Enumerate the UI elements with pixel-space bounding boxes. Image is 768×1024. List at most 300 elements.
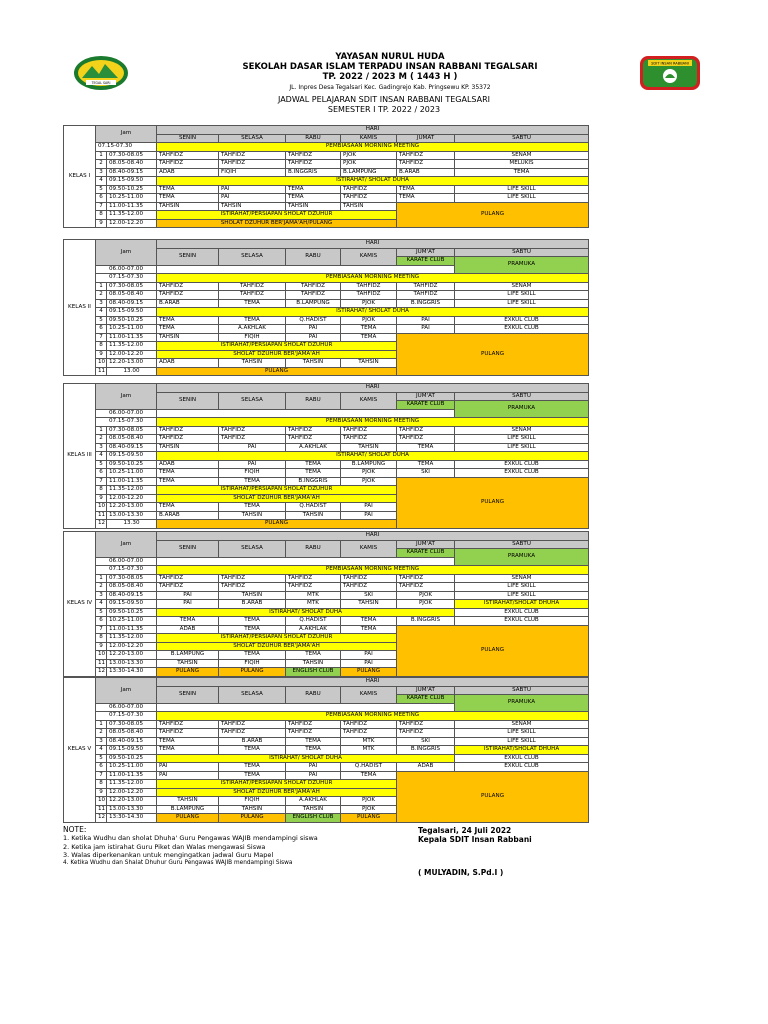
schedule-cell: TEMA <box>341 617 397 626</box>
schedule-cell: 07.15-07.30 <box>96 712 157 721</box>
schedule-cell: TAHSIN <box>219 591 286 600</box>
schedule-row <box>64 418 589 427</box>
schedule-cell: TAHFIDZ <box>286 720 341 729</box>
schedule-cell: 3 <box>96 443 107 452</box>
schedule-cell: FIQIH <box>219 469 286 478</box>
schedule-cell: PULANG <box>397 771 589 822</box>
schedule-cell: 10.25-11.00 <box>107 617 157 626</box>
schedule-cell: 4 <box>96 177 107 186</box>
schedule-cell: 12.00-12.20 <box>107 788 157 797</box>
text-label: JADWAL PELAJARAN SDIT INSAN RABBANI TEGALSARI <box>277 95 491 104</box>
schedule-cell: 8 <box>96 780 107 789</box>
schedule-cell: 11.00-11.35 <box>107 333 157 342</box>
schedule-row <box>64 720 589 729</box>
schedule-cell: TAHFIDZ <box>219 426 286 435</box>
schedule-cell: TAHSIN <box>286 359 341 368</box>
schedule-cell: PULANG <box>157 668 219 677</box>
schedule-cell: PAI <box>219 185 286 194</box>
schedule-cell: TEMA <box>219 625 286 634</box>
schedule-cell: B.ARAB <box>219 600 286 609</box>
schedule-cell: TAHFIDZ <box>286 583 341 592</box>
schedule-cell: EXKUL CLUB <box>455 316 589 325</box>
schedule-cell: PAI <box>219 460 286 469</box>
schedule-cell: SENAM <box>455 720 589 729</box>
schedule-cell: TAHFIDZ <box>341 185 397 194</box>
schedule-cell: EXKUL CLUB <box>455 763 589 772</box>
schedule-cell: EXKUL CLUB <box>455 460 589 469</box>
schedule-cell: 2 <box>96 583 107 592</box>
schedule-cell: 2 <box>96 160 107 169</box>
schedule-row <box>64 333 589 342</box>
schedule-row <box>64 177 589 186</box>
schedule-cell: SABTU <box>455 392 589 401</box>
schedule-cell: PAI <box>286 325 341 334</box>
schedule-cell: ADAB <box>157 460 219 469</box>
schedule-row <box>64 443 589 452</box>
schedule-cell: 09.50-10.25 <box>107 460 157 469</box>
schedule-cell: 08.05-08.40 <box>107 291 157 300</box>
schedule-cell: TAHSIN <box>286 511 341 520</box>
schedule-cell: LIFE SKILL <box>455 583 589 592</box>
schedule-cell: 08.40-09.15 <box>107 737 157 746</box>
schedule-cell: 4 <box>96 308 107 317</box>
schedule-cell: 09.15-09.50 <box>107 308 157 317</box>
schedule-cell: PULANG <box>397 625 589 676</box>
morning-meeting: PEMBIASAAN MORNING MEETING <box>157 143 589 152</box>
schedule-cell: SHOLAT DZUHUR BER'JAMA'AH/PULANG <box>157 219 397 228</box>
schedule-cell: 10.25-11.00 <box>107 763 157 772</box>
schedule-cell: PEMBIASAAN MORNING MEETING <box>157 274 589 283</box>
schedule-cell: 8 <box>96 211 107 220</box>
schedule-cell: EXKUL CLUB <box>455 617 589 626</box>
schedule-cell: PAI <box>219 443 286 452</box>
schedule-cell: TAHFIDZ <box>397 151 455 160</box>
schedule-cell: 9 <box>96 642 107 651</box>
schedule-row <box>64 754 589 763</box>
schedule-cell: TAHSIN <box>341 202 397 211</box>
schedule-row <box>64 600 589 609</box>
schedule-cell: SENIN <box>157 540 219 557</box>
schedule-cell: 11.35-12.00 <box>107 342 157 351</box>
schedule-cell: 8 <box>96 342 107 351</box>
text-label: SEMESTER I TP. 2022 / 2023 <box>327 105 441 114</box>
schedule-cell: PULANG <box>157 367 397 376</box>
schedule-cell: TEMA <box>397 194 455 203</box>
schedule-cell: SELASA <box>219 392 286 409</box>
schedule-cell: 5 <box>96 316 107 325</box>
schedule-table <box>63 677 589 823</box>
schedule-cell: TEMA <box>157 477 219 486</box>
schedule-cell: EXKUL CLUB <box>455 608 589 617</box>
schedule-cell: 10 <box>96 503 107 512</box>
schedule-cell: TAHFIDZ <box>157 574 219 583</box>
schedule-cell: ADAB <box>157 625 219 634</box>
kelas-label: KELAS II <box>64 240 96 376</box>
hari-header: HARI <box>157 126 589 135</box>
schedule-cell: TEMA <box>157 746 219 755</box>
schedule-cell: TAHFIDZ <box>157 151 219 160</box>
notes-section <box>63 826 423 867</box>
schedule-cell: HARI <box>157 678 589 687</box>
schedule-cell: 3 <box>96 737 107 746</box>
schedule-cell: 3 <box>96 299 107 308</box>
schedule-cell: PEMBIASAAN MORNING MEETING <box>157 566 589 575</box>
schedule-cell: 4 <box>96 600 107 609</box>
schedule-cell: 7 <box>96 477 107 486</box>
schedule-cell: Jam <box>96 384 157 410</box>
note-4: 4. Ketika Wudhu dan Shalat Dhuhur Guru Pengawas WAJIB mendampingi Siswa <box>63 860 293 867</box>
schedule-cell: PULANG <box>157 814 219 823</box>
notes-title: NOTE: <box>63 825 87 834</box>
note-2: 2. Ketika jam istirahat Guru Piket dan Walas mengawasi Siswa <box>63 842 266 851</box>
schedule-cell: 07.30-08.05 <box>107 574 157 583</box>
schedule-cell: RABU <box>286 540 341 557</box>
schedule-cell: TAHFIDZ <box>157 435 219 444</box>
schedule-cell: TAHFIDZ <box>157 720 219 729</box>
schedule-cell: TEMA <box>341 625 397 634</box>
schedule-cell: SHOLAT DZUHUR BER'JAMA'AH <box>157 494 397 503</box>
schedule-cell: TEMA <box>341 771 397 780</box>
schedule-cell: 13:30-14.30 <box>107 668 157 677</box>
schedule-cell: RABU <box>286 686 341 703</box>
schedule-cell: TAHSIN <box>286 805 341 814</box>
schedule-cell: LIFE SKILL <box>455 291 589 300</box>
schedule-cell: ISTIRAHAT/PERSIAPAN SHOLAT DZUHUR <box>157 211 397 220</box>
schedule-cell: PAI <box>341 503 397 512</box>
schedule-cell: TAHSIN <box>157 333 219 342</box>
schedule-table <box>63 125 589 228</box>
schedule-cell: TEMA <box>157 737 219 746</box>
schedule-cell: 1 <box>96 282 107 291</box>
schedule-cell: TEMA <box>157 617 219 626</box>
schedule-cell: PAI <box>286 333 341 342</box>
schedule-cell: 13:30-14.30 <box>107 814 157 823</box>
schedule-cell: TEMA <box>286 746 341 755</box>
day-selasa: SELASA <box>219 134 286 143</box>
schedule-cell: A.AKHLAK <box>286 443 341 452</box>
schedule-cell: B.LAMPUNG <box>157 805 219 814</box>
time-cell: 07.15-07.30 <box>96 143 157 152</box>
schedule-cell: TEMA <box>219 651 286 660</box>
schedule-cell: 11.35-12.00 <box>107 211 157 220</box>
schedule-cell: 11.00-11.35 <box>107 202 157 211</box>
schedule-cell: TAHSIN <box>341 443 397 452</box>
schedule-cell: Q.HADIST <box>286 316 341 325</box>
schedule-cell: HARI <box>157 240 589 249</box>
schedule-cell: 8 <box>96 486 107 495</box>
schedule-cell: SELASA <box>219 686 286 703</box>
schedule-cell: KARATE CLUB <box>397 401 455 410</box>
schedule-cell: JUM'AT <box>397 540 455 549</box>
schedule-cell: TAHFIDZ <box>219 291 286 300</box>
schedule-cell: SKI <box>397 737 455 746</box>
schedule-cell: 6 <box>96 325 107 334</box>
schedule-table <box>63 531 589 677</box>
schedule-cell: Jam <box>96 532 157 558</box>
kelas-label: KELAS I <box>64 126 96 228</box>
schedule-cell: PAI <box>157 591 219 600</box>
schedule-cell: ISTIRAHAT/ SHOLAT DUHA <box>157 608 455 617</box>
schedule-row <box>64 316 589 325</box>
schedule-cell: PAI <box>157 763 219 772</box>
schedule-cell: PJOK <box>397 591 455 600</box>
schedule-cell: LIFE SKILL <box>455 443 589 452</box>
schedule-row <box>64 384 589 393</box>
schedule-cell: MTK <box>286 591 341 600</box>
schedule-cell: TEMA <box>219 763 286 772</box>
schedule-cell: TAHFIDZ <box>219 282 286 291</box>
schedule-cell: PULANG <box>397 477 589 528</box>
schedule-cell: 08.05-08.40 <box>107 583 157 592</box>
schedule-row <box>64 729 589 738</box>
schedule-cell: TAHSIN <box>341 359 397 368</box>
schedule-cell: 09.15-09.50 <box>107 177 157 186</box>
schedule-row <box>64 308 589 317</box>
schedule-cell: KARATE CLUB <box>397 549 455 558</box>
schedule-cell: PRAMUKA <box>455 401 589 418</box>
schedule-row <box>64 460 589 469</box>
schedule-cell: LIFE SKILL <box>455 299 589 308</box>
schedule-cell: RABU <box>286 248 341 265</box>
schedule-cell: TAHFIDZ <box>286 291 341 300</box>
schedule-cell: 12.00-12.20 <box>107 494 157 503</box>
schedule-cell: TAHFIDZ <box>397 160 455 169</box>
day-jumat: JUMAT <box>397 134 455 143</box>
schedule-row <box>64 583 589 592</box>
schedule-cell: B.ARAB <box>157 511 219 520</box>
schedule-cell: TAHFIDZ <box>397 282 455 291</box>
karate-club: KARATE CLUB <box>397 257 455 266</box>
schedule-cell: 12 <box>96 814 107 823</box>
schedule-cell: ISTIRAHAT/SHOLAT DHUHA <box>455 746 589 755</box>
schedule-cell: ISTIRAHAT/PERSIAPAN SHOLAT DZUHUR <box>157 342 397 351</box>
schedule-cell: SENIN <box>157 392 219 409</box>
schedule-cell: TAHSIN <box>341 600 397 609</box>
schedule-cell: PJOK <box>341 797 397 806</box>
school-address: JL. Inpres Desa Tegalsari Kec. Gadingrejo Kab. Pringsewu KP. 35372 <box>289 84 491 91</box>
schedule-cell: 3 <box>96 168 107 177</box>
schedule-cell: 5 <box>96 185 107 194</box>
schedule-cell: SENAM <box>455 574 589 583</box>
day-senin: SENIN <box>157 134 219 143</box>
schedule-cell: PRAMUKA <box>455 695 589 712</box>
schedule-cell: B.INGGRIS <box>397 299 455 308</box>
schedule-cell: LIFE SKILL <box>455 729 589 738</box>
schedule-cell: TAHSIN <box>157 659 219 668</box>
schedule-cell: 08.40-09.15 <box>107 299 157 308</box>
schedule-cell: ISTIRAHAT/ SHOLAT DUHA <box>157 452 589 461</box>
schedule-cell: TAHFIDZ <box>397 291 455 300</box>
schedule-cell: 12.20-13.00 <box>107 651 157 660</box>
schedule-row <box>64 608 589 617</box>
schedule-cell: TAHFIDZ <box>286 160 341 169</box>
pramuka: PRAMUKA <box>455 257 589 274</box>
schedule-row <box>64 591 589 600</box>
schedule-cell: B.INGGRIS <box>286 477 341 486</box>
schedule-cell: SENAM <box>455 282 589 291</box>
schedule-cell: TAHFIDZ <box>157 160 219 169</box>
schedule-cell: 09.50-10.25 <box>107 316 157 325</box>
schedule-cell: 06.00-07.00 <box>96 703 157 712</box>
schedule-cell: 6 <box>96 194 107 203</box>
schedule-cell: TAHFIDZ <box>397 435 455 444</box>
schedule-cell: 11.35-12.00 <box>107 486 157 495</box>
schedule-cell: SELASA <box>219 248 286 265</box>
schedule-cell: TAHFIDZ <box>341 720 397 729</box>
day-kamis: KAMIS <box>341 134 397 143</box>
note-1: 1. Ketika Wudhu dan sholat Dhuha' Guru Pengawas WAJIB mendampingi siswa <box>63 834 318 843</box>
schedule-cell: 12.00-12.20 <box>107 350 157 359</box>
schedule-cell: TAHSIN <box>219 511 286 520</box>
schedule-cell: PJOK <box>341 477 397 486</box>
schedule-cell: TEMA <box>397 443 455 452</box>
schedule-row <box>64 678 589 687</box>
schedule-cell: PAI <box>219 194 286 203</box>
schedule-row <box>64 282 589 291</box>
schedule-cell: ADAB <box>157 168 219 177</box>
schedule-cell: TAHFIDZ <box>157 282 219 291</box>
schedule-row <box>64 469 589 478</box>
schedule-cell: ISTIRAHAT/ SHOLAT DUHA <box>157 754 455 763</box>
schedule-cell: PJOK <box>341 469 397 478</box>
schedule-row <box>64 574 589 583</box>
note-3: 3. Walas diperkenankan untuk mengingatkan jadwal Guru Mapel <box>63 850 274 859</box>
schedule-cell: TAHFIDZ <box>157 583 219 592</box>
schedule-cell: 11.00-11.35 <box>107 771 157 780</box>
schedule-cell: TAHFIDZ <box>341 574 397 583</box>
schedule-cell: Jam <box>96 678 157 704</box>
schedule-cell: KAMIS <box>341 686 397 703</box>
schedule-cell: TEMA <box>219 477 286 486</box>
schedule-cell: PJOK <box>341 299 397 308</box>
schedule-cell: B.LAMPUNG <box>341 168 397 177</box>
schedule-cell: PAI <box>157 771 219 780</box>
schedule-cell: TAHFIDZ <box>341 435 397 444</box>
schedule-cell: TEMA <box>455 168 589 177</box>
schedule-cell: 4 <box>96 746 107 755</box>
schedule-row <box>64 240 589 249</box>
schedule-cell: 13.00 <box>107 367 157 376</box>
kelas-2-schedule <box>63 239 588 376</box>
schedule-row <box>64 299 589 308</box>
schedule-cell: 10 <box>96 651 107 660</box>
schedule-cell: 11.00-11.35 <box>107 477 157 486</box>
schedule-row <box>64 325 589 334</box>
english-club: ENGLISH CLUB <box>286 668 341 677</box>
schedule-cell: 08.40-09.15 <box>107 591 157 600</box>
text-label: TEGAL SARI <box>91 81 111 85</box>
schedule-cell: LIFE SKILL <box>455 194 589 203</box>
schedule-cell: TAHFIDZ <box>219 160 286 169</box>
day-rabu: RABU <box>286 134 341 143</box>
schedule-cell: B.LAMPUNG <box>286 299 341 308</box>
schedule-cell: KAMIS <box>341 392 397 409</box>
schedule-cell: PEMBIASAAN MORNING MEETING <box>157 712 589 721</box>
schedule-cell: B.LAMPUNG <box>341 460 397 469</box>
schedule-cell: PRAMUKA <box>455 549 589 566</box>
schedule-cell: TAHFIDZ <box>397 426 455 435</box>
schedule-cell: TEMA <box>219 771 286 780</box>
schedule-cell: 06.00-07.00 <box>96 265 157 274</box>
schedule-cell: EXKUL CLUB <box>455 469 589 478</box>
schedule-cell: TEMA <box>341 333 397 342</box>
schedule-cell: 13.00-13.30 <box>107 805 157 814</box>
schedule-cell: ISTIRAHAT/PERSIAPAN SHOLAT DZUHUR <box>157 634 397 643</box>
schedule-row <box>64 185 589 194</box>
schedule-cell: PJOK <box>397 600 455 609</box>
schedule-cell: B.INGGRIS <box>397 617 455 626</box>
schedule-cell <box>157 557 455 566</box>
schedule-cell: FIQIH <box>219 333 286 342</box>
schedule-row <box>64 168 589 177</box>
schedule-cell: TAHFIDZ <box>397 720 455 729</box>
schedule-cell: 6 <box>96 763 107 772</box>
schedule-row <box>64 426 589 435</box>
schedule-cell: PULANG <box>219 814 286 823</box>
schedule-cell: TEMA <box>286 460 341 469</box>
schedule-cell: 09.50-10.25 <box>107 185 157 194</box>
schedule-cell: PULANG <box>397 333 589 376</box>
schedule-cell: 13.30 <box>107 520 157 529</box>
schedule-cell: SHOLAT DZUHUR BER'JAMA'AH <box>157 350 397 359</box>
schedule-cell: Q.HADIST <box>341 763 397 772</box>
schedule-cell: TAHFIDZ <box>341 426 397 435</box>
schedule-cell: 09.50-10.25 <box>107 608 157 617</box>
schedule-cell: 8 <box>96 634 107 643</box>
schedule-row <box>64 274 589 283</box>
yayasan-logo <box>72 54 130 92</box>
schedule-table <box>63 239 589 376</box>
schedule-cell: TAHFIDZ <box>157 291 219 300</box>
schedule-cell: PJOK <box>341 805 397 814</box>
schedule-cell: TAHSIN <box>219 805 286 814</box>
schedule-cell: 12.20-13.00 <box>107 503 157 512</box>
schedule-table <box>63 383 589 529</box>
schedule-cell: 06.00-07.00 <box>96 409 157 418</box>
schedule-cell: A.AKHLAK <box>219 325 286 334</box>
schedule-cell: 7 <box>96 333 107 342</box>
schedule-cell: PJOK <box>341 316 397 325</box>
schedule-cell: 09.15-09.50 <box>107 746 157 755</box>
schedule-cell: 07.30-08.05 <box>107 282 157 291</box>
schedule-cell: SELASA <box>219 540 286 557</box>
schedule-cell: FIQIH <box>219 797 286 806</box>
school-name: SEKOLAH DASAR ISLAM TERPADU INSAN RABBANI TEGALSARI <box>242 62 538 72</box>
schedule-cell: B.INGGRIS <box>397 746 455 755</box>
schedule-cell: TAHFIDZ <box>397 583 455 592</box>
schedule-cell: TEMA <box>219 746 286 755</box>
schedule-cell: 6 <box>96 469 107 478</box>
schedule-row <box>64 435 589 444</box>
schedule-cell: 5 <box>96 754 107 763</box>
schedule-cell: PEMBIASAAN MORNING MEETING <box>157 418 589 427</box>
schedule-cell: TAHSIN <box>157 202 219 211</box>
schedule-cell: JUM'AT <box>397 392 455 401</box>
jam-header: Jam <box>96 126 157 143</box>
schedule-row <box>64 763 589 772</box>
schedule-cell: FIQIH <box>219 659 286 668</box>
schedule-cell: PULANG <box>341 814 397 823</box>
schedule-cell: 1 <box>96 574 107 583</box>
kelas-3-schedule <box>63 383 588 529</box>
schedule-cell: MTK <box>286 600 341 609</box>
schedule-cell: ISTIRAHAT/ SHOLAT DUHA <box>157 177 589 186</box>
school-header <box>60 50 720 100</box>
schedule-cell: TAHFIDZ <box>219 435 286 444</box>
schedule-cell: TAHSIN <box>157 443 219 452</box>
schedule-cell: TAHFIDZ <box>219 574 286 583</box>
schedule-cell: 11.35-12.00 <box>107 634 157 643</box>
